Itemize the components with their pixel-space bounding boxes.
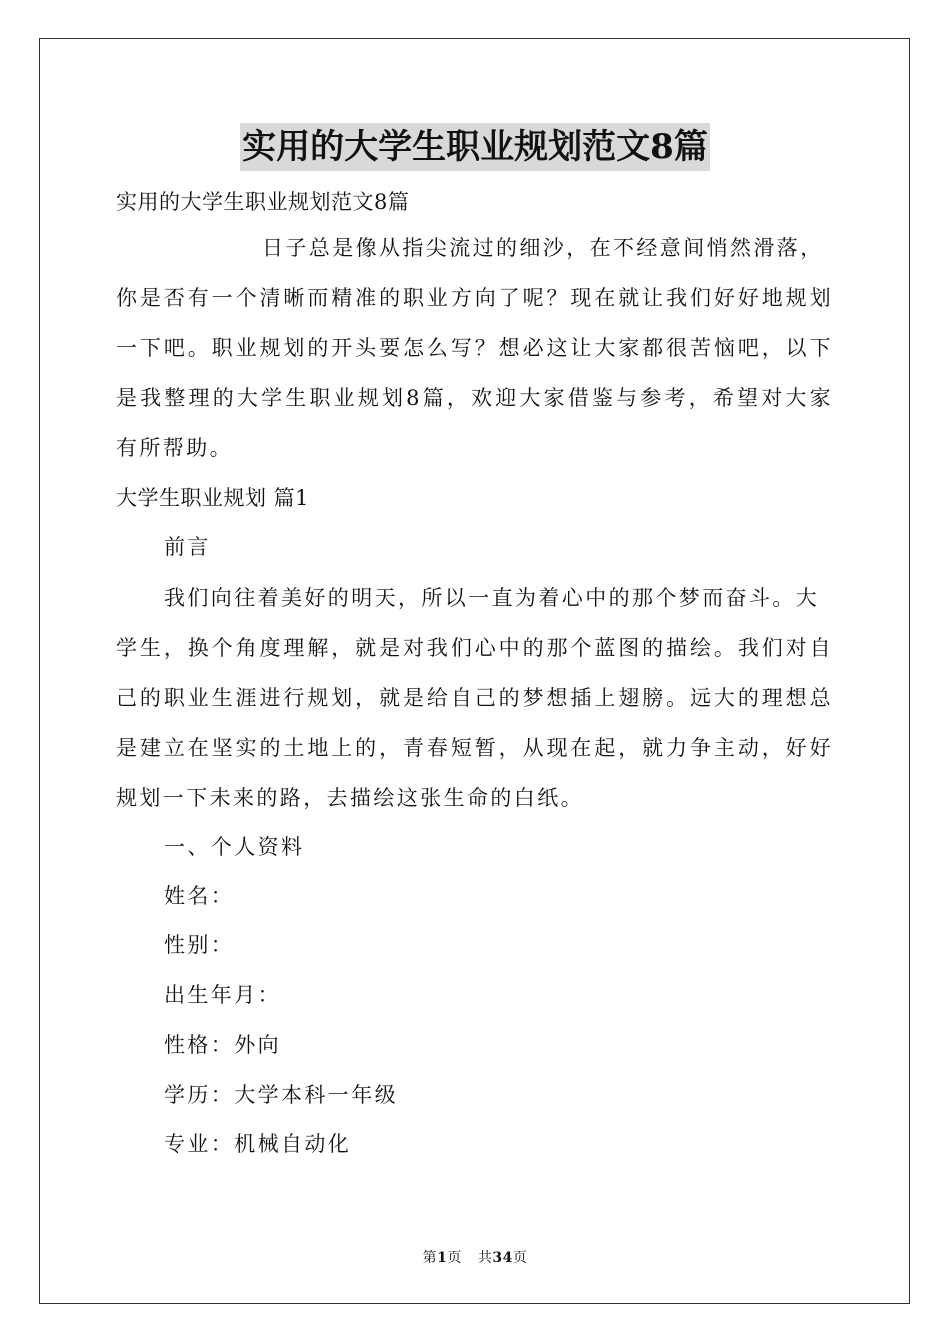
field-name: 姓名： — [164, 884, 235, 908]
preface-label: 前言 — [164, 535, 211, 559]
document-subtitle: 实用的大学生职业规划范文8篇 — [116, 190, 410, 214]
field-birth-date: 出生年月： — [164, 983, 281, 1007]
document-title: 实用的大学生职业规划范文8篇 — [240, 123, 710, 171]
intro-body: 你是否有一个清晰而精准的职业方向了呢？现在就让我们好好地规划一下吧。职业规划的开头要怎么写？想必这让大家都很苦恼吧，以下是我整理的大学生职业规划8篇，欢迎大家借鉴与参考，希望对大家有所帮助。 — [116, 286, 833, 460]
field-education: 学历：大学本科一年级 — [164, 1083, 398, 1107]
total-pages: 34 — [492, 1250, 513, 1266]
preface-body: 学生，换个角度理解，就是对我们心中的那个蓝图的描绘。我们对自己的职业生涯进行规划，就是给自己的梦想插上翅膀。远大的理想总是建立在坚实的土地上的，青春短暂，从现在起，就力争主动，好好规划一下未来的路，去描绘这张生命的白纸。 — [116, 636, 833, 810]
total-suffix: 页 — [512, 1250, 528, 1266]
intro-first-line: 日子总是像从指尖流过的细沙，在不经意间悄然滑落， — [262, 236, 824, 260]
preface-paragraph — [116, 573, 833, 823]
preface-first-line: 我们向往着美好的明天，所以一直为着心中的那个梦而奋斗。大 — [164, 586, 820, 610]
field-major: 专业：机械自动化 — [164, 1132, 352, 1156]
section-heading: 大学生职业规划 篇1 — [116, 486, 310, 510]
title-container — [0, 123, 950, 171]
page-number: 1 — [437, 1250, 448, 1266]
page-footer — [0, 1247, 950, 1267]
page-prefix: 第 — [422, 1250, 438, 1266]
field-gender: 性别： — [164, 933, 235, 957]
intro-paragraph — [116, 223, 833, 473]
page-suffix: 页 — [447, 1250, 462, 1266]
total-prefix: 共 — [477, 1250, 493, 1266]
field-personality: 性格：外向 — [164, 1033, 281, 1057]
personal-info-heading: 一、个人资料 — [164, 835, 305, 859]
